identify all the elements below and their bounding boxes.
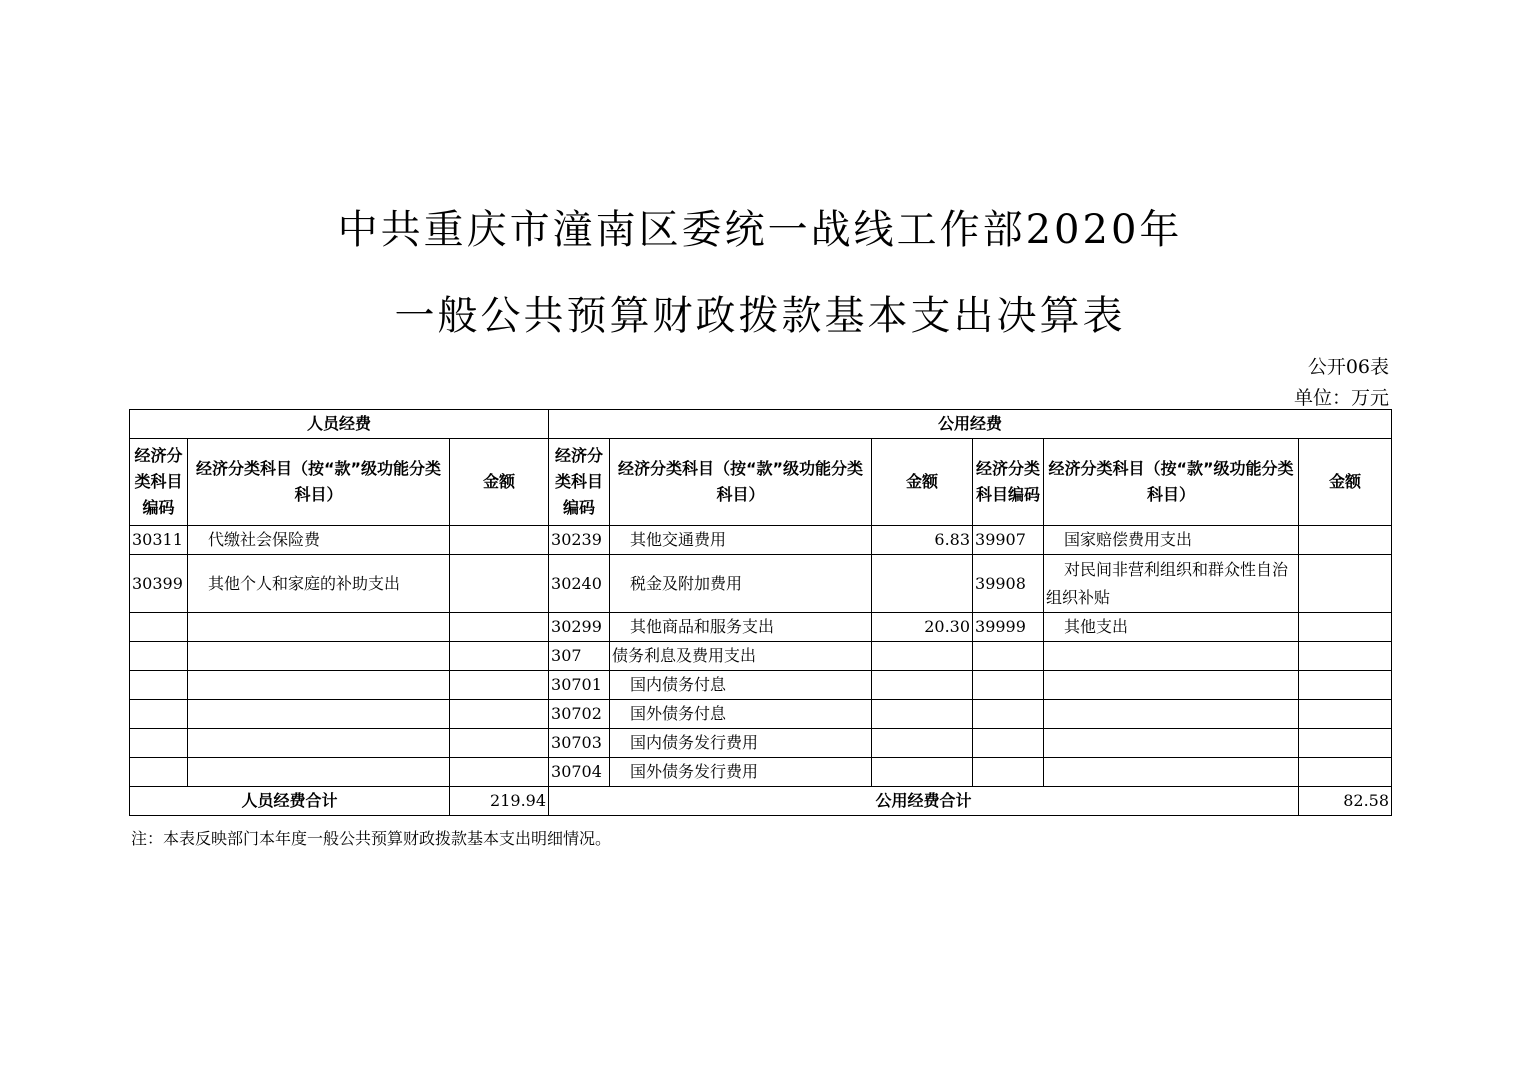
subject-cell bbox=[188, 671, 450, 700]
public-header: 公用经费 bbox=[549, 410, 1392, 439]
personnel-header: 人员经费 bbox=[130, 410, 549, 439]
code-header: 经济分类科目编码 bbox=[549, 439, 610, 526]
subject-cell: 其他商品和服务支出 bbox=[610, 613, 872, 642]
code-cell bbox=[973, 729, 1044, 758]
code-cell: 30399 bbox=[130, 555, 188, 613]
subject-cell bbox=[1044, 671, 1299, 700]
code-cell: 30239 bbox=[549, 526, 610, 555]
amount-cell bbox=[450, 700, 549, 729]
amount-cell bbox=[1299, 700, 1392, 729]
code-cell: 30299 bbox=[549, 613, 610, 642]
code-header: 经济分类科目编码 bbox=[973, 439, 1044, 526]
amount-cell bbox=[450, 758, 549, 787]
subject-header: 经济分类科目（按“款”级功能分类科目） bbox=[610, 439, 872, 526]
amount-cell bbox=[1299, 555, 1392, 613]
amount-cell bbox=[872, 729, 973, 758]
subject-cell: 税金及附加费用 bbox=[610, 555, 872, 613]
totals-row bbox=[130, 787, 1392, 816]
subject-cell: 国内债务付息 bbox=[610, 671, 872, 700]
code-cell bbox=[130, 642, 188, 671]
amount-cell bbox=[872, 758, 973, 787]
subject-cell bbox=[188, 729, 450, 758]
code-cell bbox=[973, 758, 1044, 787]
amount-header: 金额 bbox=[1299, 439, 1392, 526]
amount-cell bbox=[450, 642, 549, 671]
code-cell: 30311 bbox=[130, 526, 188, 555]
public-total-label: 公用经费合计 bbox=[549, 787, 1299, 816]
subject-header: 经济分类科目（按“款”级功能分类科目） bbox=[1044, 439, 1299, 526]
amount-cell bbox=[872, 555, 973, 613]
table-row bbox=[130, 758, 1392, 787]
code-cell bbox=[973, 642, 1044, 671]
code-cell: 30701 bbox=[549, 671, 610, 700]
amount-cell bbox=[1299, 526, 1392, 555]
page-title-line2: 一般公共预算财政拨款基本支出决算表 bbox=[394, 293, 1126, 339]
code-cell bbox=[973, 671, 1044, 700]
personnel-total-value: 219.94 bbox=[450, 787, 549, 816]
code-cell bbox=[130, 729, 188, 758]
amount-cell bbox=[1299, 613, 1392, 642]
subject-cell: 其他个人和家庭的补助支出 bbox=[188, 555, 450, 613]
footnote: 注：本表反映部门本年度一般公共预算财政拨款基本支出明细情况。 bbox=[131, 829, 612, 848]
code-cell bbox=[130, 613, 188, 642]
amount-cell bbox=[450, 555, 549, 613]
table-row bbox=[130, 700, 1392, 729]
subject-cell bbox=[1044, 700, 1299, 729]
amount-cell bbox=[1299, 671, 1392, 700]
subject-cell: 国外债务发行费用 bbox=[610, 758, 872, 787]
table-row bbox=[130, 526, 1392, 555]
code-cell: 30704 bbox=[549, 758, 610, 787]
personnel-total-label: 人员经费合计 bbox=[130, 787, 450, 816]
amount-cell bbox=[1299, 758, 1392, 787]
subject-cell bbox=[188, 642, 450, 671]
table-row bbox=[130, 671, 1392, 700]
subject-cell bbox=[1044, 758, 1299, 787]
subject-cell bbox=[1044, 642, 1299, 671]
amount-cell bbox=[1299, 729, 1392, 758]
amount-cell bbox=[1299, 642, 1392, 671]
code-cell: 39907 bbox=[973, 526, 1044, 555]
amount-header: 金额 bbox=[872, 439, 973, 526]
amount-cell bbox=[450, 729, 549, 758]
subject-cell: 其他支出 bbox=[1044, 613, 1299, 642]
code-cell bbox=[973, 700, 1044, 729]
subject-cell: 国内债务发行费用 bbox=[610, 729, 872, 758]
code-cell bbox=[130, 758, 188, 787]
subject-cell: 国家赔偿费用支出 bbox=[1044, 526, 1299, 555]
code-cell: 30240 bbox=[549, 555, 610, 613]
subject-cell bbox=[188, 758, 450, 787]
amount-cell bbox=[872, 700, 973, 729]
amount-cell bbox=[872, 642, 973, 671]
table-code: 公开06表 bbox=[1307, 356, 1389, 378]
code-cell: 30703 bbox=[549, 729, 610, 758]
table-row bbox=[130, 555, 1392, 613]
page-title-line1: 中共重庆市潼南区委统一战线工作部2020年 bbox=[337, 207, 1183, 253]
code-cell: 39999 bbox=[973, 613, 1044, 642]
subject-header: 经济分类科目（按“款”级功能分类科目） bbox=[188, 439, 450, 526]
code-cell: 307 bbox=[549, 642, 610, 671]
amount-cell: 20.30 bbox=[872, 613, 973, 642]
amount-cell bbox=[872, 671, 973, 700]
subject-cell bbox=[188, 700, 450, 729]
subject-cell: 其他交通费用 bbox=[610, 526, 872, 555]
code-cell: 39908 bbox=[973, 555, 1044, 613]
amount-header: 金额 bbox=[450, 439, 549, 526]
code-header: 经济分类科目编码 bbox=[130, 439, 188, 526]
subject-cell bbox=[188, 613, 450, 642]
table-row bbox=[130, 729, 1392, 758]
budget-table bbox=[129, 409, 1392, 816]
table-row bbox=[130, 642, 1392, 671]
public-total-value: 82.58 bbox=[1299, 787, 1392, 816]
code-cell: 30702 bbox=[549, 700, 610, 729]
subject-cell: 对民间非营利组织和群众性自治组织补贴 bbox=[1044, 555, 1299, 613]
subject-cell bbox=[1044, 729, 1299, 758]
code-cell bbox=[130, 700, 188, 729]
subject-cell: 国外债务付息 bbox=[610, 700, 872, 729]
subject-cell: 代缴社会保险费 bbox=[188, 526, 450, 555]
unit-label: 单位：万元 bbox=[1293, 387, 1389, 409]
group-header-row bbox=[130, 410, 1392, 439]
amount-cell: 6.83 bbox=[872, 526, 973, 555]
code-cell bbox=[130, 671, 188, 700]
amount-cell bbox=[450, 613, 549, 642]
column-header-row bbox=[130, 439, 1392, 526]
table-row bbox=[130, 613, 1392, 642]
amount-cell bbox=[450, 671, 549, 700]
amount-cell bbox=[450, 526, 549, 555]
subject-cell: 债务利息及费用支出 bbox=[610, 642, 872, 671]
